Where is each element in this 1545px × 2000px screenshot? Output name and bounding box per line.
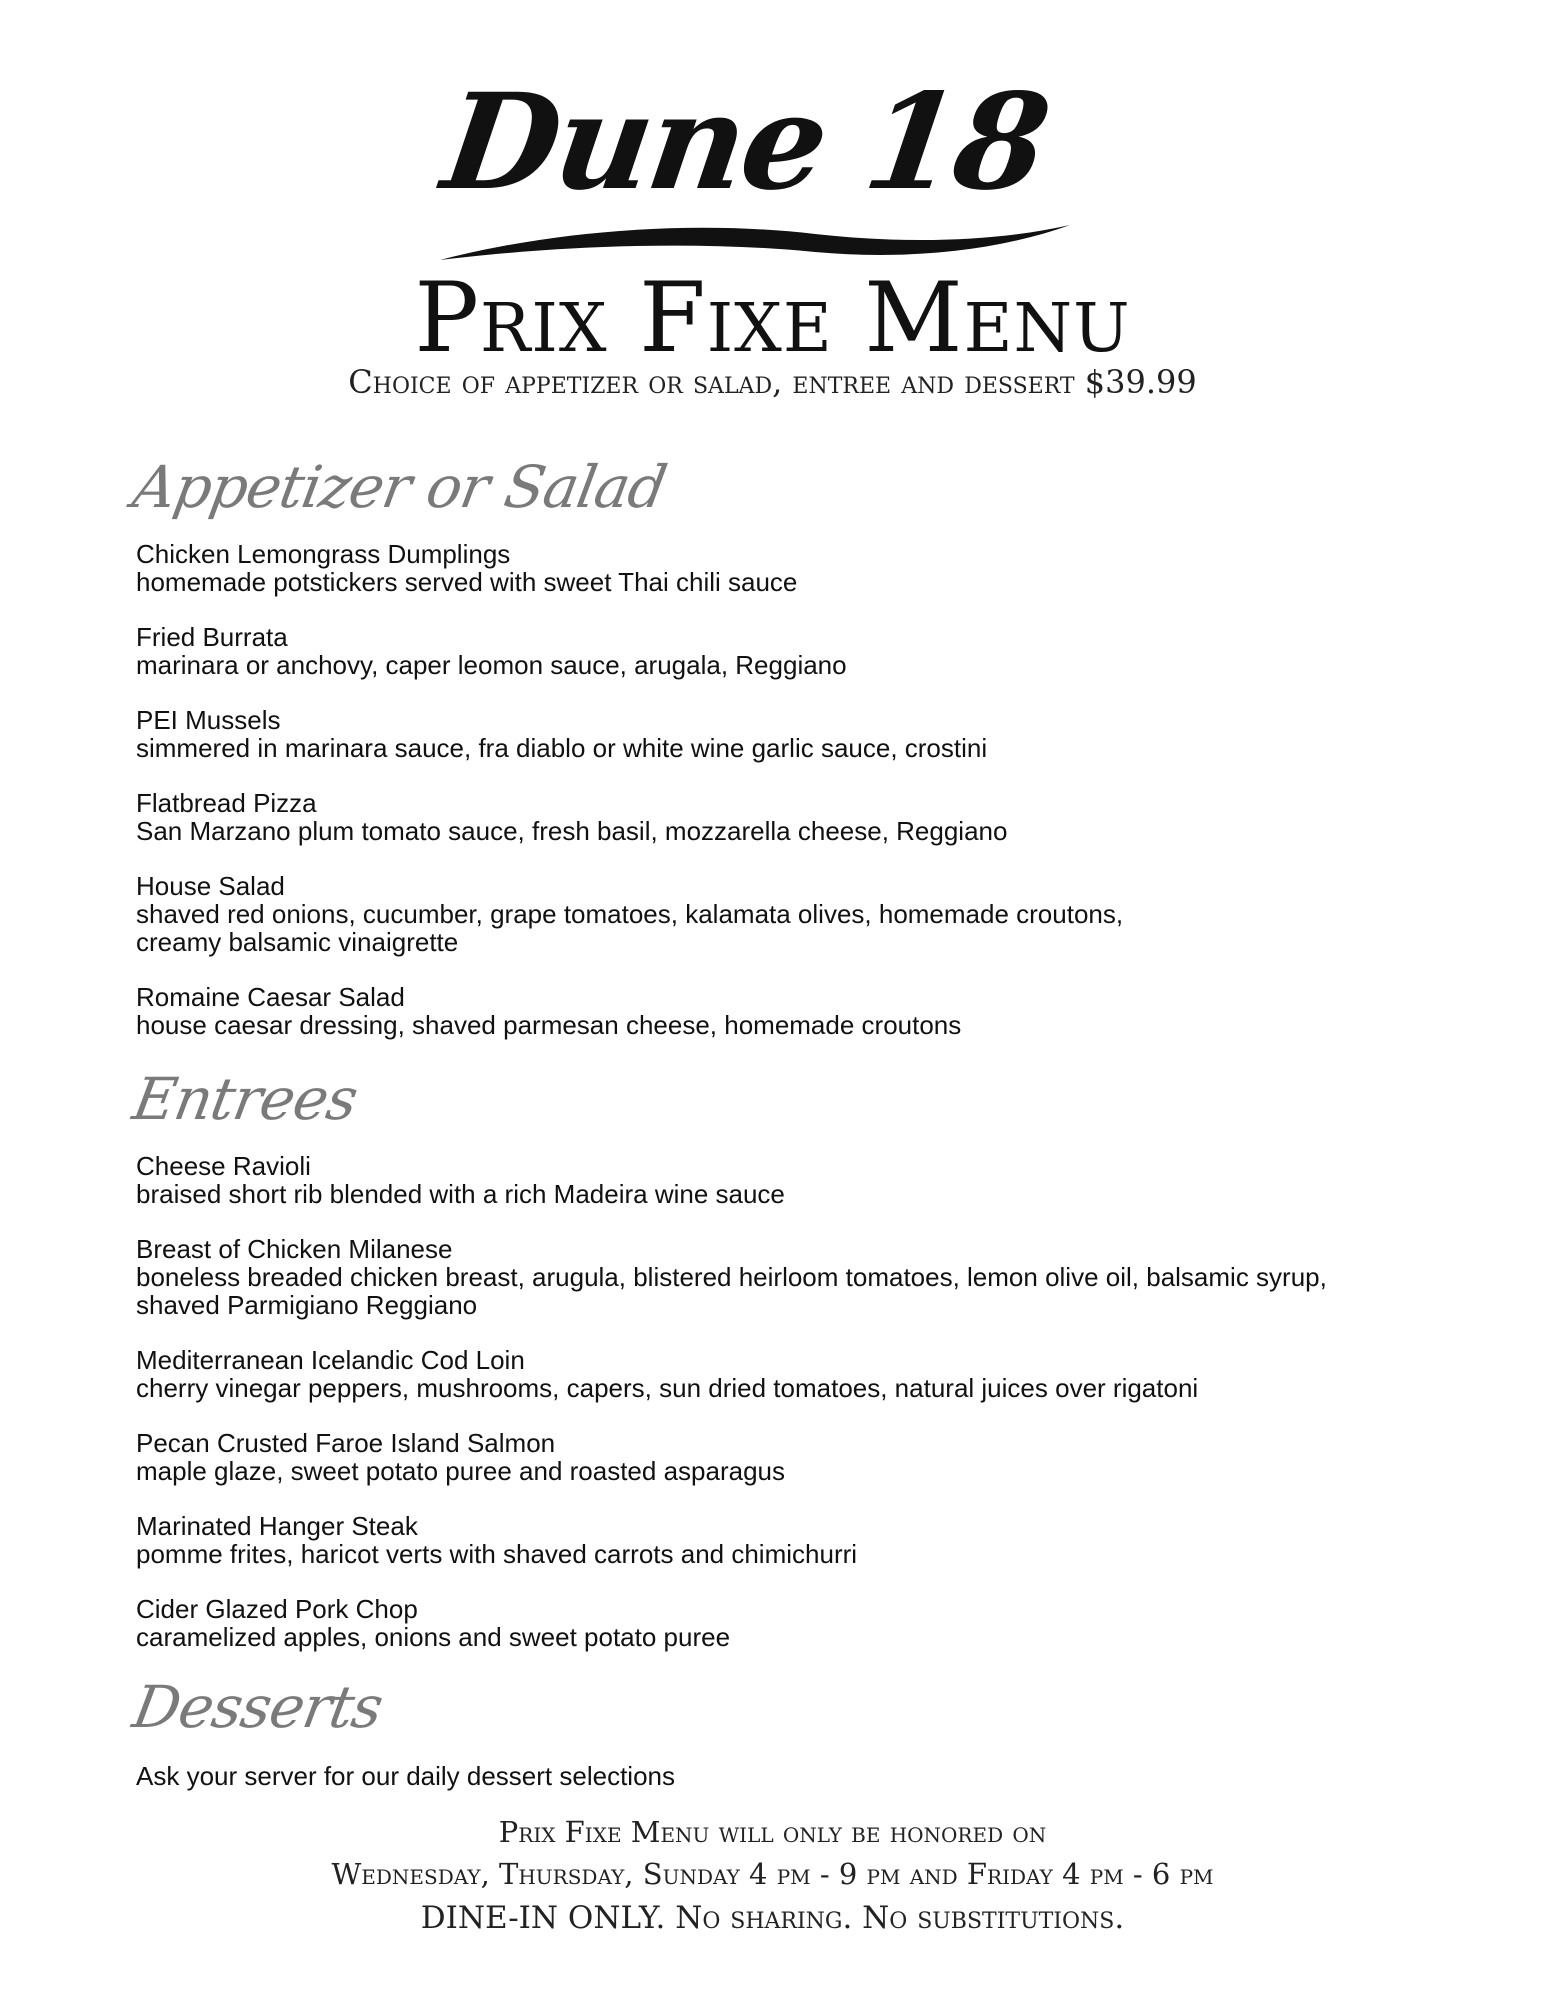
item-description: boneless breaded chicken breast, arugula, blistered heirloom tomatoes, lemon olive oil, balsamic syrup, <box>136 1262 1327 1292</box>
item-description: cherry vinegar peppers, mushrooms, capers, sun dried tomatoes, natural juices over rigatoni <box>136 1373 1199 1403</box>
footer-availability: Prix Fixe Menu will only be honored on <box>498 1815 1047 1849</box>
desserts-heading: Desserts <box>128 1673 388 1741</box>
dessert-note: Ask your server for our daily dessert selections <box>136 1761 675 1791</box>
item-name: Pecan Crusted Faroe Island Salmon <box>136 1428 556 1458</box>
item-name: House Salad <box>136 871 285 901</box>
item-name: Romaine Caesar Salad <box>136 982 405 1012</box>
menu-item <box>136 1152 1436 1208</box>
menu-item <box>136 1346 1436 1402</box>
menu-item <box>136 872 1436 956</box>
menu-item <box>136 623 1436 679</box>
footer-restrictions: DINE-IN ONLY. No sharing. No substitutions. <box>420 1900 1125 1936</box>
item-description-continued: shaved Parmigiano Reggiano <box>136 1290 478 1320</box>
menu-title: Prix Fixe Menu <box>414 262 1131 374</box>
item-name: Cheese Ravioli <box>136 1151 311 1181</box>
menu-item <box>136 706 1436 762</box>
item-description: San Marzano plum tomato sauce, fresh basil, mozzarella cheese, Reggiano <box>136 816 1008 846</box>
logo-text: Dune 18 <box>434 65 1056 220</box>
entrees-heading: Entrees <box>128 1065 363 1133</box>
item-name: Breast of Chicken Milanese <box>136 1234 453 1264</box>
item-name: Mediterranean Icelandic Cod Loin <box>136 1345 525 1375</box>
item-name: Chicken Lemongrass Dumplings <box>136 539 511 569</box>
item-name: Marinated Hanger Steak <box>136 1511 418 1541</box>
item-description: marinara or anchovy, caper leomon sauce, arugala, Reggiano <box>136 650 847 680</box>
item-description: braised short rib blended with a rich Madeira wine sauce <box>136 1179 785 1209</box>
menu-subtitle: Choice of appetizer or salad, entree and dessert $39.99 <box>348 363 1197 401</box>
menu-item <box>136 983 1436 1039</box>
item-description: pomme frites, haricot verts with shaved carrots and chimichurri <box>136 1539 858 1569</box>
item-description: maple glaze, sweet potato puree and roasted asparagus <box>136 1456 785 1486</box>
menu-item <box>136 1512 1436 1568</box>
item-description-continued: creamy balsamic vinaigrette <box>136 927 459 957</box>
item-name: Flatbread Pizza <box>136 788 317 818</box>
menu-item <box>136 1235 1436 1319</box>
item-description: homemade potstickers served with sweet Thai chili sauce <box>136 567 798 597</box>
menu-item <box>136 1595 1436 1651</box>
menu-item <box>136 789 1436 845</box>
footer-hours: Wednesday, Thursday, Sunday 4 pm - 9 pm and Friday 4 pm - 6 pm <box>331 1857 1214 1891</box>
menu-item <box>136 540 1436 596</box>
item-name: PEI Mussels <box>136 705 281 735</box>
restaurant-logo <box>415 55 1075 255</box>
appetizer-heading: Appetizer or Salad <box>128 453 672 521</box>
item-name: Fried Burrata <box>136 622 288 652</box>
menu-item <box>136 1429 1436 1485</box>
item-description: caramelized apples, onions and sweet potato puree <box>136 1622 731 1652</box>
item-description: house caesar dressing, shaved parmesan cheese, homemade croutons <box>136 1010 962 1040</box>
item-description: shaved red onions, cucumber, grape tomatoes, kalamata olives, homemade croutons, <box>136 899 1124 929</box>
item-description: simmered in marinara sauce, fra diablo or white wine garlic sauce, crostini <box>136 733 988 763</box>
item-name: Cider Glazed Pork Chop <box>136 1594 418 1624</box>
